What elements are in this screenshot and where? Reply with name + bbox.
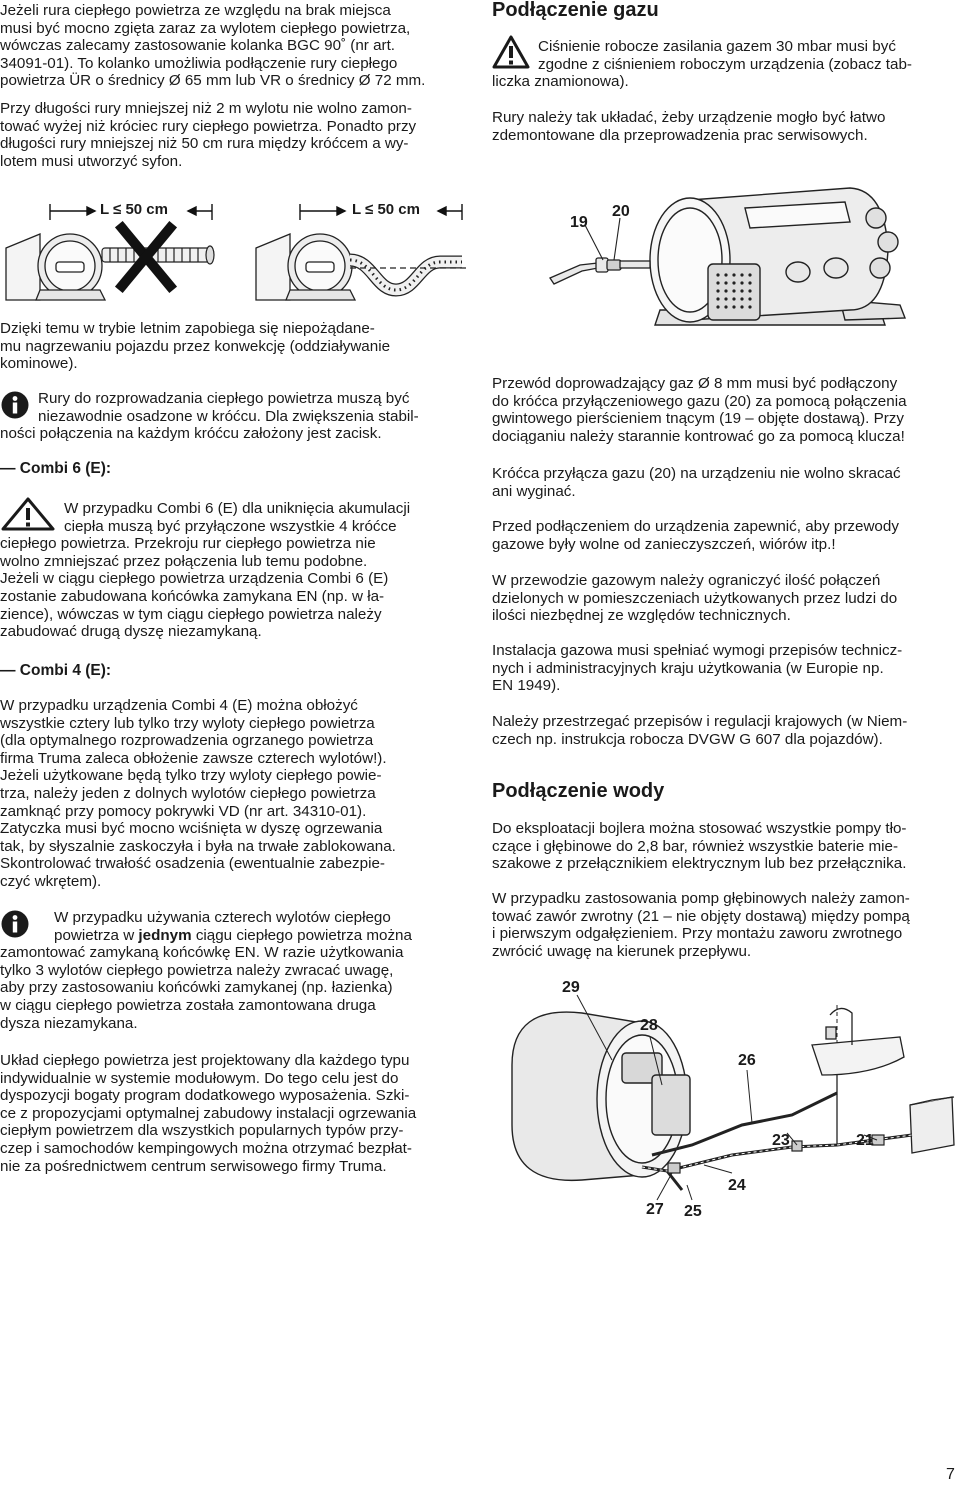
para-gas-regulations: Instalacja gazowa musi spełniać wymogi przepisów technicz- nych i administracyjnych kraju użytkowania (w Europie np. EN 1949).: [492, 642, 903, 695]
page-number: 7: [946, 1466, 955, 1483]
heater-gas-illustration: [540, 160, 950, 360]
callout-21: 21: [856, 1132, 874, 1149]
gas-heading: Podłączenie gazu: [492, 0, 659, 21]
para-gas-joints: W przewodzie gazowym należy ograniczyć ilość połączeń dzielonych w pomieszczeniach użytkowanych przez ludzi do ilości niezbędnej ze względów technicznych.: [492, 572, 898, 625]
dimension-label-1: L ≤ 50 cm: [100, 201, 168, 218]
para-summer-mode: Dzięki temu w trybie letnim zapobiega się niepożądane- mu nagrzewaniu pojazdu przez konwekcję (oddziaływanie kominowe).: [0, 320, 391, 373]
para-gas-clean: Przed podłączeniem do urządzenia zapewnić, aby przewody gazowe były wolne od zanieczyszczeń, wiórów itp.!: [492, 518, 899, 553]
para-pipe-length: Przy długości rury mniejszej niż 2 m wylotu nie wolno zamon- tować wyżej niż króciec rury ciepłego powietrza. Ponadto przy długości rury mniejszej niż 50 cm rura między króćcem a wy- lotem musi utworzyć syfon.: [0, 100, 417, 170]
para-gas-pipe-diameter: Przewód doprowadzający gaz Ø 8 mm musi być podłączony do króćca przyłączeniowego gazu (20) za pomocą połączenia gwintowego pierścieniem tnącym (19 – objęte dostawą). Przy dociąganiu należy starannie kontrować go za pomocą klucza!: [492, 375, 907, 445]
figure-pipe-siphon: [0, 190, 470, 310]
water-system-illustration: [492, 975, 960, 1225]
callout-28: 28: [640, 1017, 658, 1034]
combi4-heading: — Combi 4 (E):: [0, 662, 112, 679]
para-pipe-routing: Rury należy tak układać, żeby urządzenie mogło być łatwo zdemontowane dla przeprowadzenia prac serwisowych.: [492, 109, 886, 144]
para-elbow-info: Jeżeli rura ciepłego powietrza ze względu na brak miejsca musi być mocno zgięta zaraz za wylotem ciepłego powietrza, wówczas zalecamy zastosowanie kolanka BGC 90˚ (nr art. 34091-01). To kolanko umożliwia podłączenie rury ciepłego powietrza ÜR o średnicy Ø 65 mm lub VR o średnicy Ø 72 mm.: [0, 2, 426, 90]
para-modular-system: Układ ciepłego powietrza jest projektowany dla każdego typu indywidualnie w systemie modułowym. Do tego celu jest do dyspozycji bogaty program dodatkowego wyposażenia. Szki- ce z propozycjami optymalnej zabudowy instalacji ogrzewania ciepłym powietrzem dla wszystkich popularnych typów przy- czep i samochodów kempingowych można otrzymać bezpłat- nie za pośrednictwem centrum serwisowego firmy Truma.: [0, 1052, 417, 1175]
callout-24: 24: [728, 1177, 746, 1194]
callout-25: 25: [684, 1203, 702, 1220]
figure-water-connection: [492, 975, 960, 1225]
callout-23: 23: [772, 1132, 790, 1149]
info-pipe-clamp: Rury do rozprowadzania ciepłego powietrza muszą być niezawodnie osadzone w króćcu. Dla zwiększenia stabil- ności połączenia na każdym króćcu założony jest zacisk.: [0, 390, 419, 443]
para-gas-national: Należy przestrzegać przepisów i regulacji krajowych (w Niem- czech np. instrukcja robocza DVGW G 607 dla pojazdów).: [492, 713, 908, 748]
para-gas-nozzle: Króćca przyłącza gazu (20) na urządzeniu nie wolno skracać ani wyginać.: [492, 465, 901, 500]
para-check-valve: W przypadku zastosowania pomp głębinowych należy zamon- tować zawór zwrotny (21 – nie objęty dostawą) między pompą i pierwszym odgałęzieniem. Przy montażu zaworu zwrotnego zwrócić uwagę na kierunek przepływu.: [492, 890, 910, 960]
para-combi4: W przypadku urządzenia Combi 4 (E) można obłożyć wszystkie cztery lub tylko trzy wyloty ciepłego powietrza (dla optymalnego rozprowadzenia ogrzanego powietrza firma Truma zaleca obłożenie zawsze czterech wylotów!). Jeżeli użytkowane będą tylko trzy wyloty ciepłego powie- trza, należy jeden z dolnych wylotów ciepłego powietrza zamknąć przy pomocy pokrywki VD (nr art. 34310-01). Zatyczka musi być mocno wciśnięta w dyszę ogrzewania tak, by słyszalnie zaskoczyła i była na trwałe zablokowana. Skontrolować trwałość osadzenia (ewentualnie zabezpie- czyć wkrętem).: [0, 697, 396, 890]
dimension-label-2: L ≤ 50 cm: [352, 201, 420, 218]
callout-29: 29: [562, 979, 580, 996]
callout-27: 27: [646, 1201, 664, 1218]
figure-gas-connection: [540, 160, 950, 360]
callout-26: 26: [738, 1052, 756, 1069]
para-water-pumps: Do eksploatacji bojlera można stosować wszystkie pompy tło- czące i głębinowe do 2,8 bar, również wszystkie baterie mie- szakowe z przełącznikiem elektrycznym lub bez przełącznika.: [492, 820, 907, 873]
warning-combi6: W przypadku Combi 6 (E) dla uniknięcia akumulacji ciepła muszą być przyłączone wszystkie 4 króćce ciepłego powietrza. Przekroju rur ciepłego powietrza nie wolno zmniejszać przez połączenia lub temu podobne. Jeżeli w ciągu ciepłego powietrza urządzenia Combi 6 (E) zostanie zabudowana końcówka zamykana EN (np. w ła- zience), wówczas w tym ciągu ciepłego powietrza należy zabudować drugą dyszę niezamykaną.: [0, 500, 411, 641]
callout-20: 20: [612, 203, 630, 220]
combi6-heading: — Combi 6 (E):: [0, 460, 112, 477]
water-heading: Podłączenie wody: [492, 780, 665, 802]
callout-19: 19: [570, 214, 588, 231]
info-four-outlets: W przypadku używania czterech wylotów ciepłego powietrza w jednym ciągu ciepłego powietrza można zamontować zamykaną końcówkę EN. W razie użytkowania tylko 3 wylotów ciepłego powietrza należy zwracać uwagę, aby przy zastosowaniu końcówki zamykanej (np. łazienka) w ciągu ciepłego powietrza została zamontowana druga dysza niezamykana.: [0, 909, 412, 1032]
gas-pressure-warning: Ciśnienie robocze zasilania gazem 30 mbar musi być zgodne z ciśnieniem roboczym urządzenia (zobacz tab- liczka znamionowa).: [492, 38, 912, 91]
